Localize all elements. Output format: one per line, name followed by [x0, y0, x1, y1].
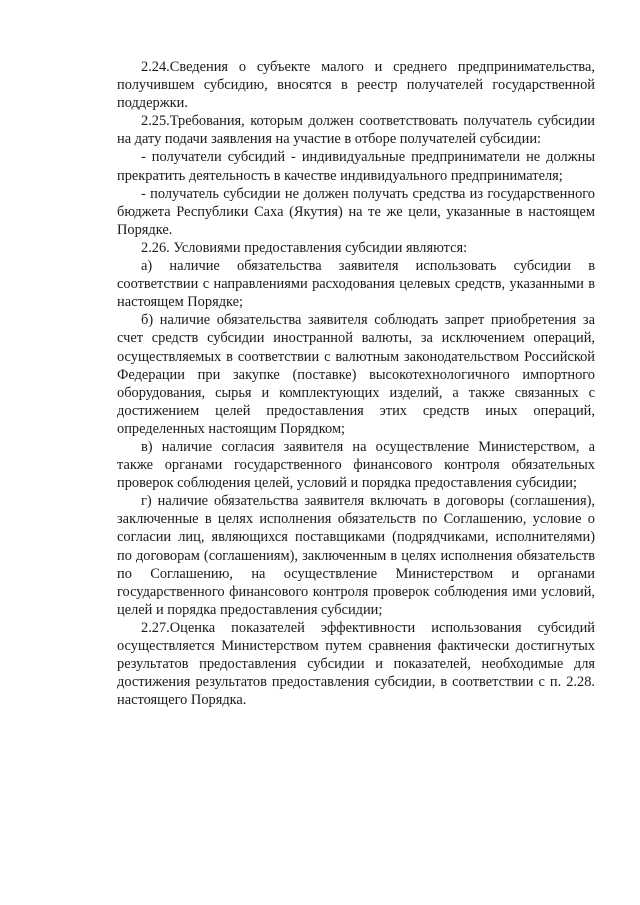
paragraph-2-26-g: г) наличие обязательства заявителя включать в договоры (соглашения), заключенные в целях исполнения обязательств по Соглашению, условие о согласии лиц, являющихся поставщиками (подрядчиками, исполнителями) по договорам (соглашениям), заключенным в целях исполнения обязательств по Соглашению, на осуществление Министерством и органами государственного финансового контроля проверок соблюдения ими условий, целей и порядка предоставления субсидии; — [117, 493, 595, 618]
document-body — [117, 58, 595, 709]
paragraph-2-25: 2.25.Требования, которым должен соответствовать получатель субсидии на дату подачи заявления на участие в отборе получателей субсидии: — [117, 113, 595, 148]
paragraph-2-26-a: а) наличие обязательства заявителя использовать субсидии в соответствии с направлениями расходования целевых средств, указанными в настоящем Порядке; — [117, 258, 595, 311]
paragraph-2-27: 2.27.Оценка показателей эффективности использования субсидий осуществляется Министерством путем сравнения фактически достигнутых результатов предоставления субсидии и показателей, необходимые для достижения результатов предоставления субсидии, в соответствии с п. 2.28. настоящего Порядка. — [117, 619, 595, 709]
paragraph-2-26-v: в) наличие согласия заявителя на осуществление Министерством, а также органами государственного финансового контроля обязательных проверок соблюдения целей, условий и порядка предоставления субсидии; — [117, 438, 595, 492]
paragraph-2-25-item-1: - получатели субсидий - индивидуальные предприниматели не должны прекратить деятельность в качестве индивидуального предпринимателя; — [117, 149, 595, 184]
paragraph-2-26: 2.26. Условиями предоставления субсидии являются: — [141, 239, 468, 256]
paragraph-2-26-b: б) наличие обязательства заявителя соблюдать запрет приобретения за счет средств субсидии иностранной валюты, за исключением операций, осуществляемых в соответствии с валютным законодательством Российской Федерации при закупке (поставке) высокотехнологичного импортного оборудования, сырья и комплектующих изделий, а также связанных с достижением целей предоставления этих средств иных операций, определенных настоящим Порядком; — [117, 312, 595, 437]
paragraph-2-24: 2.24.Сведения о субъекте малого и среднего предпринимательства, получившем субсидию, вносятся в реестр получателей государственной поддержки. — [117, 59, 595, 112]
paragraph-2-25-item-2: - получатель субсидии не должен получать средства из государственного бюджета Республики Саха (Якутия) на те же цели, указанные в настоящем Порядке. — [117, 185, 595, 238]
